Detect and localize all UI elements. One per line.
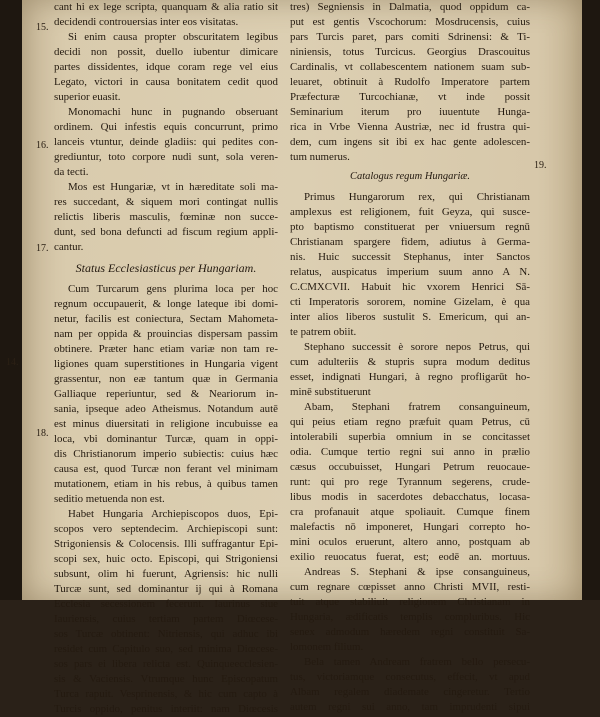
text-line: malefactis nō imponeret, Hungari correpto ho-	[290, 521, 530, 533]
text-line: sos Turcæ obtinent: Nitriensis, qui adhuc ibi	[54, 628, 278, 640]
left-column	[54, 0, 278, 717]
section-heading-status-ecclesiasticus: Status Ecclesiasticus per Hungariam.	[75, 261, 257, 275]
book-page	[6, 0, 582, 715]
text-line: tuit atque stabiliuit religionem Christianam in	[290, 596, 530, 608]
text-line: relictis liberis masculis, fœminæ non succe-	[54, 211, 278, 223]
text-line: sis & Vaciensis. Vtrumque hunc Episcopatum	[54, 673, 278, 685]
right-column-text-bottom	[290, 190, 530, 715]
text-line: causa est, quod Turcæ non ferant vel minimam	[54, 463, 278, 475]
text-line: Seminarium iterum pro iuuentute Hunga-	[290, 106, 530, 118]
text-line: Turcæ sunt, sed dominantur ij qui à Romana	[54, 583, 278, 595]
margin-number-17: 17.	[36, 243, 49, 254]
text-line: pto baptismo constituerat per vniuersum regnū	[290, 221, 530, 233]
text-line: qui peius etiam regno præfuit quam Petrus, cū	[290, 416, 530, 428]
text-line: cti Imperatoris sororem, nomine Gizelam, è qua	[290, 296, 530, 308]
text-line: scopos vero septendecim. Archiepiscopi sunt:	[54, 523, 278, 535]
text-line: cantur.	[54, 241, 84, 253]
text-line: netur, facilis est coniectura, Sectam Mahometa-	[54, 313, 278, 325]
text-line: Albam regalem diademate cingeretur. Tertio	[290, 686, 530, 698]
text-line: cæsus occubuisset, Hungari Petrum reuocaue-	[290, 461, 530, 473]
text-line: grediuntur, toto corpore nudi sunt, sola veren-	[54, 151, 278, 163]
text-line: minē substituerunt	[290, 386, 371, 398]
text-line: sania, ipseque adeo Atheismus. Notandum autē	[54, 403, 278, 415]
text-line: cum regnare cœpisset anno Christi MVII, resti-	[290, 581, 530, 593]
text-line: mini oculos eruerunt, altero anno, postquam ab	[290, 536, 530, 548]
right-page-edge	[582, 0, 600, 600]
text-line: C.CMXCVII. Habuit hic vxorem Henrici Sā-	[290, 281, 530, 293]
text-line: lomonem filium.	[290, 641, 364, 653]
text-line: Andreas S. Stephani & ipse consanguineus,	[304, 566, 530, 578]
text-line: senex admodum hæredem regni constituit Sa-	[290, 626, 530, 638]
text-line: libus modis in sacerdotes debacchatus, locasa-	[290, 491, 530, 503]
text-line: autem regni sui anno, tam imprudenti sipui	[290, 701, 530, 713]
text-line: Cum Turcarum gens plurima loca per hoc	[68, 283, 278, 295]
margin-number-16: 16.	[36, 140, 49, 151]
text-line: seditio metuenda non est.	[54, 493, 165, 505]
text-line: superior euasit.	[54, 91, 121, 103]
text-line: Iauriensis, cuius tertiam partem Diœcese-	[54, 613, 278, 625]
text-line: dis Christianorum imperio subiectis: cuius hæc	[54, 448, 278, 460]
text-line: Mos est Hungariæ, vt in hæreditate soli ma-	[68, 181, 278, 193]
margin-number-14: 14.	[6, 357, 19, 368]
text-line: leuaret, obtinuit à Rudolfo Imperatore partem	[290, 76, 530, 88]
text-line: put est gentis Vscochorum: Mosdrucensis, cuius	[290, 16, 530, 28]
text-line: Stephano successit è sorore nepos Petrus, qui	[304, 341, 530, 353]
text-line: tus, victoriamque consecutus, effecit, vt apud	[290, 671, 530, 683]
text-line: Galliaque reperiuntur, sed & Neariorum in-	[54, 388, 278, 400]
text-line: obtinere. Præter hanc etiam variæ non tam re-	[54, 343, 278, 355]
text-line: relatus, auspicatus imperium suum anno A N.	[290, 266, 530, 278]
text-line: dem, cum ingens sit ibi ex hac gente adolescen-	[290, 136, 530, 148]
text-line: runt: qui pro rege Tyrannum segerens, crude-	[290, 476, 530, 488]
text-line: ligiones quam superstitiones in Hungaria vigent	[54, 358, 278, 370]
text-line: cant hi ex lege scripta, quanquam & alia ratio sit	[54, 1, 278, 13]
text-line: sos pars ei libera relicta est. Quinqueecclesien-	[54, 658, 278, 670]
text-line: amplexus est religionem, fuit Geyza, qui susce-	[290, 206, 530, 218]
text-line: Habet Hungaria Archiepiscopos duos, Epi-	[68, 508, 278, 520]
text-line: scopi sex, huic octo. Episcopi, qui Strigoniensi	[54, 553, 278, 565]
text-line: esset, indignati Hungari, à regno profligarūt ho-	[290, 371, 530, 383]
text-line: Turcis oppido, penitus interiit: nam Diœcesis	[54, 703, 278, 715]
text-line: intolerabili superbia omnium in se concitasset	[290, 431, 530, 443]
text-line: est minus diuersitati in religione incubuisse ea	[54, 418, 278, 430]
left-column-text-top	[54, 0, 278, 255]
section-heading-catalogus-regum: Catalogus regum Hungariæ.	[349, 171, 471, 182]
text-line: Strigoniensis & Colocensis. Illi suffragantur Epi-	[54, 538, 278, 550]
text-line: Christianam spargere fidem, adiutus à Germa-	[290, 236, 530, 248]
left-column-text-bottom	[54, 282, 278, 717]
margin-number-19: 19.	[534, 160, 547, 171]
text-line: regnum occupauerit, & longe lateque ibi domi-	[54, 298, 278, 310]
left-page-edge	[0, 0, 22, 600]
text-line: te patrem obiit.	[290, 326, 357, 338]
text-line: exilio reuocatus fuerat, est; eodē an. mortuus.	[290, 551, 530, 563]
text-line: subsunt, olim hi fuerunt, Agriensis: hic nulli	[54, 568, 278, 580]
text-line: lanceis vtuntur, deinde gladiis: qui pedites con-	[54, 136, 278, 148]
right-column-text-top	[290, 0, 530, 165]
text-line: partes dissidentes, idque coram rege vel eius	[54, 61, 278, 73]
text-line: tum numerus.	[290, 151, 350, 163]
text-line: Abam, Stephani fratrem consanguineum,	[304, 401, 530, 413]
text-line: Præfecturæ Turcochianæ, vt inde possit	[290, 91, 530, 103]
text-line: inter alios liberos sustulit S. Emericum, qui an-	[290, 311, 530, 323]
text-line: residet cum Capitulo suo, sed minima Diœcese-	[54, 643, 278, 655]
margin-number-18: 18.	[36, 428, 49, 439]
text-line: mutationem, etiam in his rebus, à quibus tamen	[54, 478, 278, 490]
text-line: Cardinalis, vt collabescentem nationem suam sub-	[290, 61, 530, 73]
text-line: dunt, sed bona defuncti ad fiscum regium appli-	[54, 226, 278, 238]
margin-number-15: 15.	[36, 22, 49, 33]
text-line: Turca rapuit. Vesprinensis, & hic cum capto à	[54, 688, 278, 700]
text-line: Hungaria, ædificatis templis compluribus. Hic	[290, 611, 530, 623]
text-line: Primus Hungarorum rex, qui Christianam	[304, 191, 530, 203]
text-line: nis. Huic successit Stephanus, inter Sanctos	[290, 251, 530, 263]
right-column	[290, 0, 530, 715]
text-line: Si enim causa propter obscuritatem legibus	[68, 31, 278, 43]
text-line: Legato, victori in causa bonitatem cedit quod	[54, 76, 278, 88]
text-line: Monomachi hunc in pugnando obseruant	[68, 106, 278, 118]
text-line: pars Turcis paret, pars comiti Sdrinensi: & Ti-	[290, 31, 530, 43]
text-line: decidendi controuersias inter eos visitatas.	[54, 16, 239, 28]
text-line: loca, vbi dominantur Turcæ, quam in oppi-	[54, 433, 278, 445]
text-line: rica in Vrbe Vienna Austriæ, nec id frustra qui-	[290, 121, 530, 133]
text-line: tres) Segniensis in Dalmatia, quod oppidum ca-	[290, 1, 530, 13]
text-line: Ecclesia secessionem fecerunt. Iaurinus siue	[54, 598, 278, 610]
text-line: res succedant, & siquem mori contingat nullis	[54, 196, 278, 208]
text-line: da tecti.	[54, 166, 89, 178]
text-line: niniensis, totus Turcicus. Georgius Drascouitus	[290, 46, 530, 58]
text-line: nam per oppida & prouincias dispersam passim	[54, 328, 278, 340]
text-line: grassentur, non eæ tantum quæ in Germania	[54, 373, 278, 385]
text-line: decidi non possit, duello iubentur dimicare	[54, 46, 278, 58]
text-line: ordinem. Qui infestis equis concurrunt, primo	[54, 121, 278, 133]
text-line: Bela tamen Andream fratrem bello persecu-	[304, 656, 530, 668]
text-line: cum adulteriis & stupris supra modum deditus	[290, 356, 530, 368]
text-line: cra profanauit atque spoliauit. Cumque finem	[290, 506, 530, 518]
text-line: odia. Cumque tertio regni sui anno in prælio	[290, 446, 530, 458]
